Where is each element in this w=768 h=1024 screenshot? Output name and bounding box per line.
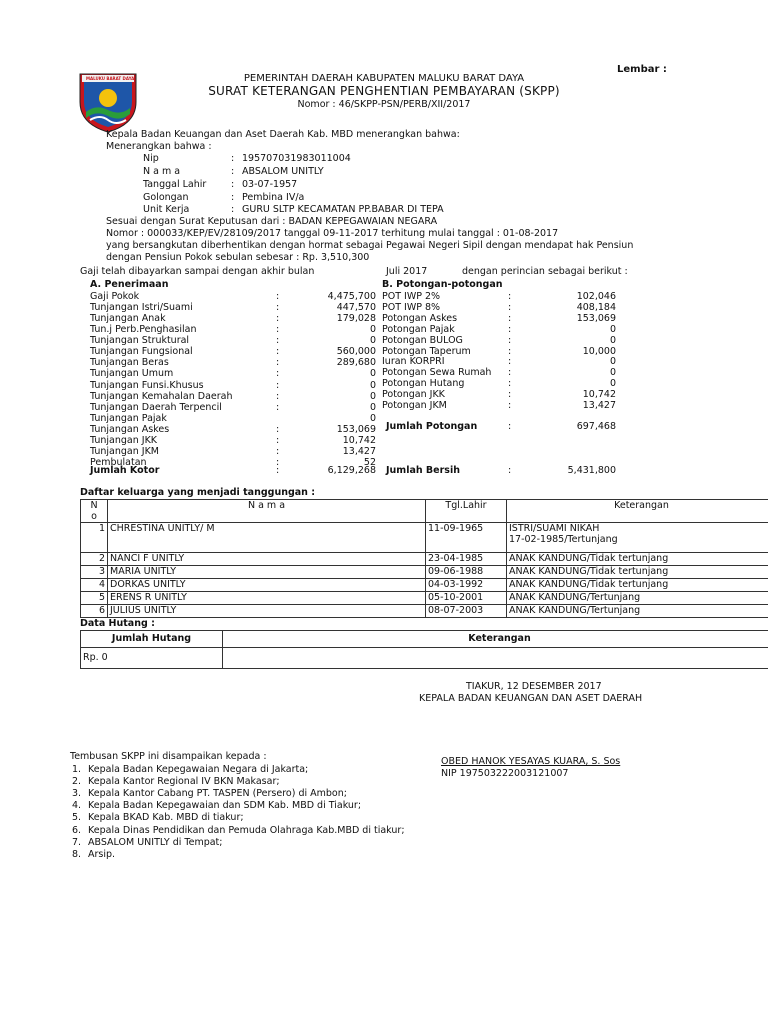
keluarga-no-cell: 3 — [81, 566, 108, 579]
identity-nip-label: Nip — [143, 153, 159, 164]
identity-sep: : — [231, 204, 235, 215]
hutang-heading: Data Hutang : — [80, 618, 155, 629]
keluarga-ket-cell — [507, 592, 768, 605]
keluarga-tgl-cell: 04-03-1992 — [426, 579, 507, 592]
pemerintah-heading: PEMERINTAH DAERAH KABUPATEN MALUKU BARAT DAYA — [243, 73, 525, 84]
jumlah-kotor-sep: : — [276, 465, 280, 476]
penerimaan-item-sep: : — [276, 357, 280, 368]
keluarga-ket-line: ANAK KANDUNG/Tidak tertunjang — [509, 566, 669, 577]
penerimaan-item-label: Tunjangan Umum — [90, 368, 174, 379]
potongan-item-value: 0 — [609, 367, 616, 378]
tembusan-item-no: 3. — [72, 788, 82, 799]
keluarga-ket-line: ISTRI/SUAMI NIKAH — [509, 523, 600, 534]
potongan-item-label: Potongan Sewa Rumah — [382, 367, 492, 378]
tembusan-item-text: Kepala Dinas Pendidikan dan Pemuda Olahraga Kab.MBD di tiakur; — [88, 825, 405, 836]
identity-nama-value: ABSALOM UNITLY — [242, 166, 324, 177]
penerimaan-item-value: 447,570 — [336, 302, 376, 313]
keluarga-no-cell: 4 — [81, 579, 108, 592]
penerimaan-item-label: Tunjangan JKK — [90, 435, 158, 446]
keluarga-no-cell: 1 — [81, 523, 108, 553]
col-ket-header: Keterangan — [507, 500, 768, 523]
potongan-item-label: Potongan Askes — [382, 313, 458, 324]
potongan-item-sep: : — [508, 378, 512, 389]
penerimaan-item-sep: : — [276, 335, 280, 346]
tembusan-item-text: Kepala Kantor Cabang PT. TASPEN (Persero) di Ambon; — [88, 788, 347, 799]
identity-sep: : — [231, 166, 235, 177]
tembusan-item-no: 7. — [72, 837, 82, 848]
keluarga-ket-cell — [507, 553, 768, 566]
keluarga-header-row — [81, 500, 768, 523]
tembusan-item-text: ABSALOM UNITLY di Tempat; — [88, 837, 223, 848]
keluarga-row — [81, 592, 768, 605]
penerimaan-item-label: Gaji Pokok — [90, 291, 140, 302]
penerimaan-item-sep: : — [276, 446, 280, 457]
jumlah-potongan-value: 697,468 — [576, 421, 616, 432]
identity-sep: : — [231, 192, 235, 203]
nomor-sk: Nomor : 000033/KEP/EV/28109/2017 tanggal 09-11-2017 terhitung mulai tanggal : 01-08-2017 — [106, 228, 559, 239]
penerimaan-item-value: 289,680 — [336, 357, 376, 368]
penerimaan-item-value: 0 — [369, 324, 376, 335]
hutang-row — [81, 648, 768, 669]
col-no-text: N o — [90, 500, 98, 522]
sesuai-sk: Sesuai dengan Surat Keputusan dari : BADAN KEPEGAWAIAN NEGARA — [106, 216, 438, 227]
keluarga-row — [81, 523, 768, 553]
tembusan-heading: Tembusan SKPP ini disampaikan kepada : — [70, 751, 267, 762]
keluarga-ket-cell — [507, 523, 768, 553]
signature-name: OBED HANOK YESAYAS KUARA, S. Sos — [441, 756, 621, 767]
tembusan-item-no: 2. — [72, 776, 82, 787]
potongan-item-value: 0 — [609, 356, 616, 367]
identity-nip-value: 195707031983011004 — [242, 153, 351, 164]
penerimaan-item-value: 13,427 — [342, 446, 376, 457]
potongan-item-value: 0 — [609, 335, 616, 346]
keluarga-tgl-cell: 11-09-1965 — [426, 523, 507, 553]
penerimaan-item-sep: : — [276, 380, 280, 391]
keluarga-ket-line: ANAK KANDUNG/Tertunjang — [509, 605, 641, 616]
keluarga-row — [81, 566, 768, 579]
potongan-item-sep: : — [508, 367, 512, 378]
keluarga-nama-cell: MARIA UNITLY — [108, 566, 426, 579]
tembusan-item-text: Kepala Badan Kepegawaian dan SDM Kab. MBD di Tiakur; — [88, 800, 362, 811]
tembusan-item-text: Kepala Badan Kepegawaian Negara di Jakarta; — [88, 764, 309, 775]
penerimaan-item-sep: : — [276, 402, 280, 413]
potongan-item-sep: : — [508, 302, 512, 313]
keluarga-no-cell: 5 — [81, 592, 108, 605]
potongan-item-value: 0 — [609, 378, 616, 389]
identity-golongan-label: Golongan — [143, 192, 189, 203]
signature-position: KEPALA BADAN KEUANGAN DAN ASET DAERAH — [419, 693, 643, 704]
penerimaan-item-sep: : — [276, 457, 280, 468]
gaji-suffix: dengan perincian sebagai berikut : — [462, 266, 628, 277]
keluarga-row — [81, 605, 768, 618]
gaji-prefix: Gaji telah dibayarkan sampai dengan akhir bulan — [80, 266, 315, 277]
penerimaan-item-value: 0 — [369, 402, 376, 413]
col-jumlah-hutang-header: Jumlah Hutang — [81, 631, 223, 648]
keluarga-no-cell: 2 — [81, 553, 108, 566]
document-title: SURAT KETERANGAN PENGHENTIAN PEMBAYARAN (SKPP) — [208, 84, 560, 98]
penerimaan-item-value: 0 — [369, 335, 376, 346]
tembusan-item-no: 5. — [72, 812, 82, 823]
tembusan-item-text: Arsip. — [88, 849, 116, 860]
col-no-header — [81, 500, 108, 523]
keluarga-tgl-cell: 05-10-2001 — [426, 592, 507, 605]
hutang-ket-cell — [223, 648, 768, 669]
identity-golongan-value: Pembina IV/a — [242, 192, 305, 203]
penerimaan-heading: A. Penerimaan — [90, 279, 169, 290]
tembusan-item-no: 6. — [72, 825, 82, 836]
penerimaan-item-sep: : — [276, 346, 280, 357]
penerimaan-item-value: 560,000 — [336, 346, 376, 357]
penerimaan-item-value: 4,475,700 — [327, 291, 376, 302]
potongan-item-sep: : — [508, 356, 512, 367]
potongan-item-sep: : — [508, 313, 512, 324]
tembusan-item-text: Kepala Kantor Regional IV BKN Makasar; — [88, 776, 280, 787]
hutang-jumlah-cell: Rp. 0 — [81, 648, 223, 669]
potongan-item-label: Potongan Pajak — [382, 324, 455, 335]
potongan-item-value: 153,069 — [576, 313, 616, 324]
potongan-item-value: 102,046 — [576, 291, 616, 302]
jumlah-bersih-label: Jumlah Bersih — [386, 465, 460, 476]
penerimaan-item-label: Tunjangan Kemahalan Daerah — [90, 391, 233, 402]
keluarga-heading: Daftar keluarga yang menjadi tanggungan : — [80, 487, 316, 498]
potongan-item-sep: : — [508, 291, 512, 302]
diberhentikan-text: yang bersangkutan diberhentikan dengan hormat sebagai Pegawai Negeri Sipil dengan mendapat hak Pensiun — [106, 240, 634, 251]
penerimaan-item-value: 52 — [363, 457, 376, 468]
penerimaan-item-label: Tunjangan Askes — [90, 424, 170, 435]
potongan-item-label: POT IWP 2% — [382, 291, 441, 302]
penerimaan-item-value: 0 — [369, 368, 376, 379]
keluarga-body — [81, 523, 768, 618]
penerimaan-item-sep: : — [276, 324, 280, 335]
identity-sep: : — [231, 179, 235, 190]
potongan-item-sep: : — [508, 335, 512, 346]
penerimaan-item-label: Tunjangan Istri/Suami — [90, 302, 193, 313]
keluarga-nama-cell: DORKAS UNITLY — [108, 579, 426, 592]
intro-line-1: Kepala Badan Keuangan dan Aset Daerah Kab. MBD menerangkan bahwa: — [106, 129, 460, 140]
penerimaan-item-label: Tunjangan Daerah Terpencil — [90, 402, 222, 413]
penerimaan-item-value: 0 — [369, 391, 376, 402]
keluarga-tgl-cell: 09-06-1988 — [426, 566, 507, 579]
jumlah-potongan-label: Jumlah Potongan — [386, 421, 478, 432]
jumlah-kotor-label: Jumlah Kotor — [90, 465, 160, 476]
keluarga-ket-cell — [507, 566, 768, 579]
potongan-item-value: 408,184 — [576, 302, 616, 313]
penerimaan-item-label: Tun.j Perb.Penghasilan — [90, 324, 197, 335]
penerimaan-item-value: 10,742 — [342, 435, 376, 446]
col-nama-header: N a m a — [108, 500, 426, 523]
penerimaan-item-label: Tunjangan Funsi.Khusus — [90, 380, 204, 391]
signature-place-date: TIAKUR, 12 DESEMBER 2017 — [466, 681, 602, 692]
tembusan-item-no: 4. — [72, 800, 82, 811]
keluarga-row — [81, 553, 768, 566]
potongan-item-value: 13,427 — [582, 400, 616, 411]
potongan-item-sep: : — [508, 389, 512, 400]
keluarga-tgl-cell: 08-07-2003 — [426, 605, 507, 618]
potongan-item-sep: : — [508, 346, 512, 357]
keluarga-nama-cell: JULIUS UNITLY — [108, 605, 426, 618]
potongan-item-value: 0 — [609, 324, 616, 335]
penerimaan-item-value: 0 — [369, 413, 376, 424]
col-tgl-header: Tgl.Lahir — [426, 500, 507, 523]
potongan-item-label: Potongan JKM — [382, 400, 447, 411]
document-number: Nomor : 46/SKPP-PSN/PERB/XII/2017 — [297, 99, 471, 110]
identity-unit-label: Unit Kerja — [143, 204, 190, 215]
tembusan-item-no: 8. — [72, 849, 82, 860]
penerimaan-item-sep: : — [276, 368, 280, 379]
keluarga-ket-cell — [507, 605, 768, 618]
keluarga-row — [81, 579, 768, 592]
penerimaan-item-sep: : — [276, 313, 280, 324]
penerimaan-item-label: Tunjangan Fungsional — [90, 346, 193, 357]
col-hutang-ket-header: Keterangan — [223, 631, 768, 648]
potongan-item-value: 10,742 — [582, 389, 616, 400]
penerimaan-item-label: Pembulatan — [90, 457, 147, 468]
penerimaan-item-sep: : — [276, 435, 280, 446]
penerimaan-item-sep: : — [276, 291, 280, 302]
keluarga-table — [80, 499, 768, 618]
identity-unit-value: GURU SLTP KECAMATAN PP.BABAR DI TEPA — [242, 204, 444, 215]
penerimaan-item-sep: : — [276, 302, 280, 313]
jumlah-bersih-value: 5,431,800 — [567, 465, 616, 476]
potongan-item-label: Iuran KORPRI — [382, 356, 445, 367]
identity-tgl-value: 03-07-1957 — [242, 179, 298, 190]
potongan-item-value: 10,000 — [582, 346, 616, 357]
pensiun-pokok-text: dengan Pensiun Pokok sebulan sebesar : Rp. 3,510,300 — [106, 252, 370, 263]
potongan-item-label: Potongan Hutang — [382, 378, 465, 389]
penerimaan-item-sep: : — [276, 424, 280, 435]
penerimaan-item-label: Tunjangan JKM — [90, 446, 160, 457]
logo-text: MALUKU BARAT DAYA — [86, 76, 135, 81]
penerimaan-item-value: 0 — [369, 380, 376, 391]
tembusan-item-text: Kepala BKAD Kab. MBD di tiakur; — [88, 812, 244, 823]
jumlah-bersih-sep: : — [508, 465, 512, 476]
potongan-item-label: Potongan Taperum — [382, 346, 471, 357]
keluarga-ket-line: ANAK KANDUNG/Tidak tertunjang — [509, 553, 669, 564]
penerimaan-item-label: Tunjangan Beras — [90, 357, 169, 368]
penerimaan-item-value: 179,028 — [336, 313, 376, 324]
potongan-item-label: Potongan JKK — [382, 389, 445, 400]
hutang-table — [80, 630, 768, 669]
keluarga-tgl-cell: 23-04-1985 — [426, 553, 507, 566]
keluarga-ket-line: ANAK KANDUNG/Tertunjang — [509, 592, 641, 603]
identity-nama-label: N a m a — [143, 166, 181, 177]
keluarga-nama-cell: ERENS R UNITLY — [108, 592, 426, 605]
identity-sep: : — [231, 153, 235, 164]
potongan-item-sep: : — [508, 324, 512, 335]
keluarga-nama-cell: CHRESTINA UNITLY/ M — [108, 523, 426, 553]
penerimaan-item-value: 153,069 — [336, 424, 376, 435]
penerimaan-item-label: Tunjangan Struktural — [90, 335, 190, 346]
penerimaan-item-label: Tunjangan Pajak — [90, 413, 167, 424]
potongan-heading: B. Potongan-potongan — [382, 279, 503, 290]
keluarga-no-cell: 6 — [81, 605, 108, 618]
intro-line-2: Menerangkan bahwa : — [106, 141, 212, 152]
keluarga-ket-line: ANAK KANDUNG/Tidak tertunjang — [509, 579, 669, 590]
potongan-item-sep: : — [508, 400, 512, 411]
penerimaan-item-label: Tunjangan Anak — [90, 313, 166, 324]
hutang-header-row — [81, 631, 768, 648]
tembusan-item-no: 1. — [72, 764, 82, 775]
penerimaan-item-sep: : — [276, 391, 280, 402]
signature-nip: NIP 197503222003121007 — [441, 768, 569, 779]
identity-tgl-label: Tanggal Lahir — [143, 179, 207, 190]
keluarga-ket-line-2: 17-02-1985/Tertunjang — [509, 534, 618, 545]
jumlah-potongan-sep: : — [508, 421, 512, 432]
keluarga-nama-cell: NANCI F UNITLY — [108, 553, 426, 566]
lembar-label: Lembar : — [617, 64, 667, 75]
keluarga-ket-cell — [507, 579, 768, 592]
jumlah-kotor-value: 6,129,268 — [327, 465, 376, 476]
potongan-item-label: POT IWP 8% — [382, 302, 441, 313]
gaji-bulan: Juli 2017 — [386, 266, 428, 277]
potongan-item-label: Potongan BULOG — [382, 335, 463, 346]
